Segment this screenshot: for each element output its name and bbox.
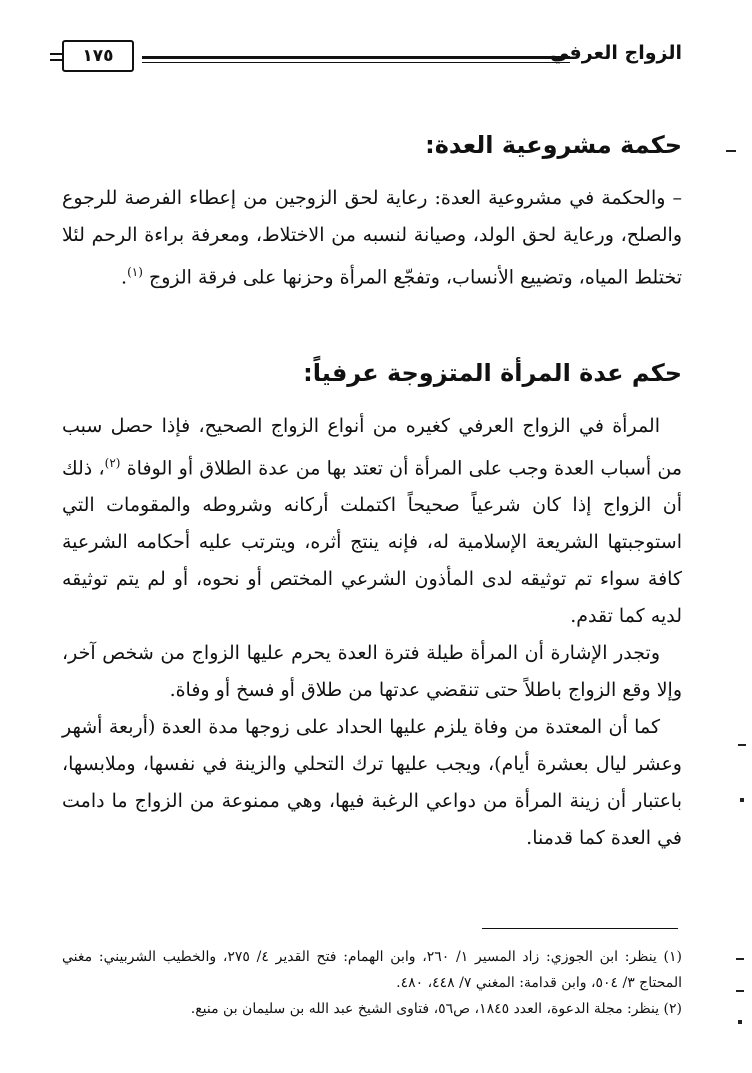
- paragraph-end: .: [121, 266, 128, 289]
- footnote-ref: (٢): [104, 456, 121, 470]
- margin-mark: [726, 150, 736, 152]
- section-heading: حكم عدة المرأة المتزوجة عرفياً:: [303, 359, 682, 387]
- margin-mark: [738, 744, 746, 746]
- margin-mark: [740, 798, 744, 802]
- section-ruling-body: [62, 408, 682, 857]
- section-wisdom: [62, 128, 682, 162]
- page-number-box: [62, 40, 134, 72]
- header-rule-thin: [142, 62, 570, 63]
- footnotes: [62, 944, 682, 1022]
- section-wisdom-body: [62, 180, 682, 296]
- page-number: ١٧٥: [82, 46, 114, 66]
- running-header: [62, 40, 682, 74]
- paragraph-text: المرأة في الزواج العرفي كغيره من أنواع الزواج الصحيح، فإذا حصل سبب من أسباب العدة وجب على المرأة أن تعتد بها من عدة الطلاق أو الوفاة: [62, 415, 682, 480]
- footnote-separator: [482, 928, 678, 929]
- margin-mark: [736, 990, 744, 992]
- paragraph: كما أن المعتدة من وفاة يلزم عليها الحداد على زوجها مدة العدة (أربعة أشهر وعشر ليال بعشرة أيام)، ويجب عليها ترك التحلي والزينة في نفسها، وملابسها، باعتبار أن زينة المرأة من دواعي الرغبة فيها، وهي ممنوعة من الزواج ما دامت في العدة كما قدمنا.: [62, 716, 682, 850]
- paragraph-text: – والحكمة في مشروعية العدة: رعاية لحق الزوجين من إعطاء الفرصة للرجوع والصلح، ورعاية لحق الولد، وصيانة لنسبه من الاختلاط، ومعرفة براءة الرحم لئلا تختلط المياه، وتضييع الأنساب، وتفجّع المرأة وحزنها على فرقة الزوج: [62, 187, 682, 289]
- footnote: (٢) ينظر: مجلة الدعوة، العدد ١٨٤٥، ص٥٦، فتاوى الشيخ عبد الله بن سليمان بن منيع.: [190, 1001, 682, 1017]
- paragraph: [62, 180, 682, 296]
- running-title: الزواج العرفي: [550, 42, 682, 64]
- section-heading: حكمة مشروعية العدة:: [425, 131, 682, 159]
- section-ruling: [62, 356, 682, 390]
- margin-mark: [736, 958, 744, 960]
- header-rule-thick: [142, 56, 570, 59]
- paragraph: وتجدر الإشارة أن المرأة طيلة فترة العدة يحرم عليها الزواج من شخص آخر، وإلا وقع الزواج باطلاً حتى تنقضي عدتها من طلاق أو فسخ أو وفاة.: [62, 642, 682, 702]
- margin-mark: [738, 1020, 742, 1024]
- footnote: (١) ينظر: ابن الجوزي: زاد المسير ١/ ٢٦٠، وابن الهمام: فتح القدير ٤/ ٢٧٥، والخطيب الشربيني: مغني المحتاج ٣/ ٥٠٤، وابن قدامة: المغني ٧/ ٤٤٨، ٤٨٠.: [62, 949, 683, 991]
- paragraph-text-cont: ، ذلك أن الزواج إذا كان شرعياً صحيحاً اكتملت أركانه وشروطه والمقومات التي استوجبتها الشريعة الإسلامية له، فإنه ينتج أثره، ويترتب عليه أحكامه الشرعية كافة سواء تم توثيقه لدى المأذون الشرعي المختص أو نحوه، أو لم يتم توثيقه لديه كما تقدم.: [62, 457, 682, 628]
- paragraph: [62, 408, 682, 635]
- footnote-ref: (١): [127, 265, 143, 279]
